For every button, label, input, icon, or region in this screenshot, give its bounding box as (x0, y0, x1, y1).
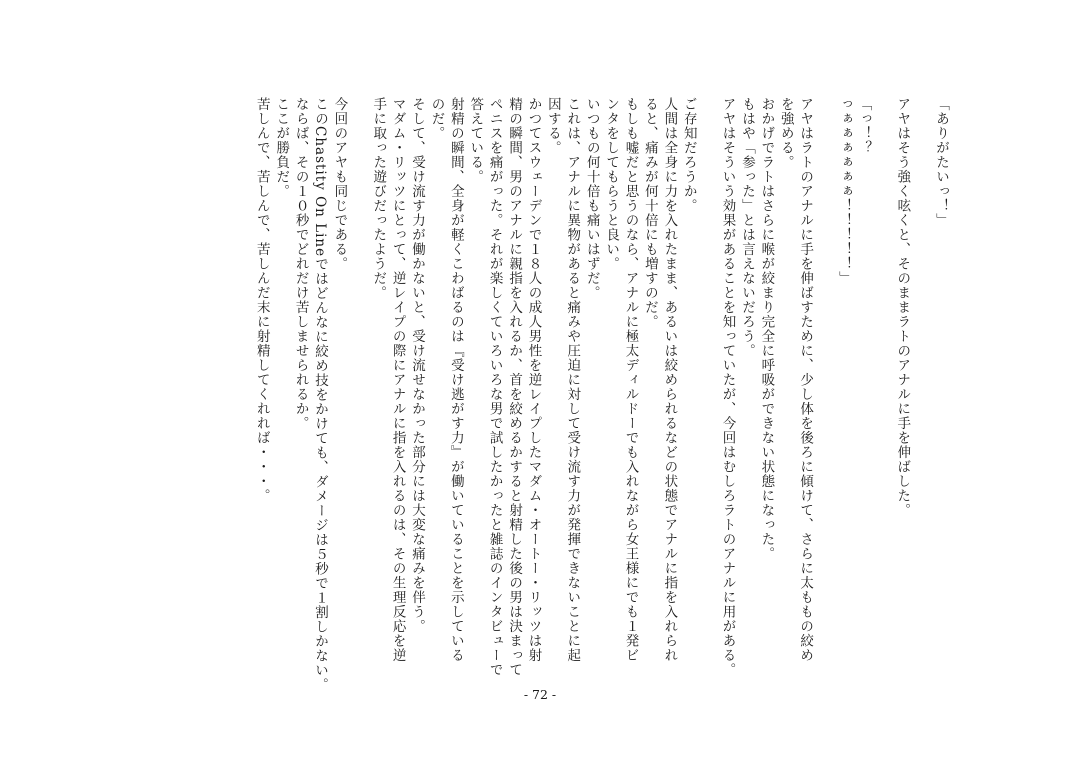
text-line: ならば、その１０秒でどれだけ苦しませられるか。 (292, 97, 309, 431)
text-line: ンタをしてもらうと良い。 (603, 97, 620, 271)
text-line: アヤはそう強く呟くと、そのままラトのアナルに手を伸ばした。 (894, 97, 911, 518)
text-line: もしも嘘だと思うのなら、アナルに極太ディルドーでも入れながら女王様にでも１発ビ (622, 97, 639, 663)
text-line: 苦しんで、苦しんで、苦しんだ末に射精してくれれば・・・。 (253, 97, 270, 503)
text-line: ご存知だろうか。 (680, 97, 697, 213)
text-line: いつもの何十倍も痛いはずだ。 (583, 97, 600, 300)
text-line: 因する。 (544, 97, 561, 155)
text-line: そして、受け流す力が働かないと、受け流せなかった部分には大変な痛みを伴う。 (409, 97, 426, 634)
text-line: っぁぁぁぁぁぁ！！！！！」 (835, 97, 852, 286)
vertical-text-body (120, 97, 950, 697)
text-line: もはや「参った」とは言えないだろう。 (738, 97, 755, 358)
text-line: 手に取った遊びだったようだ。 (370, 97, 387, 300)
blank-line (348, 97, 367, 697)
text-line: おかげでラトはさらに喉が絞まり完全に呼吸ができない状態になった。 (758, 97, 775, 561)
text-line: 「ありがたいっ！」 (933, 97, 949, 228)
text-line: 人間は全身に力を入れたまま、あるいは絞められるなどの状態でアナルに指を入れられ (661, 97, 678, 663)
text-line: 精の瞬間、男のアナルに親指を入れるか、首を絞めるかすると射精した後の男は決まって (506, 97, 523, 677)
text-line: ここが勝負だ。 (273, 97, 290, 199)
page-number: - 72 - (523, 687, 557, 702)
text-line: ると、痛みが何十倍にも増すのだ。 (641, 97, 658, 329)
text-line: 射精の瞬間、全身が軽くこわばるのは『受け逃がす力』が働いていることを示している (447, 97, 464, 663)
text-line: を強める。 (777, 97, 794, 170)
text-line: かつてスウェーデンで１８人の成人男性を逆レイプしたマダム・オートー・リッツは射 (525, 97, 542, 663)
text-line: 今回のアヤも同じである。 (331, 97, 348, 271)
text-line: このChastity On Lineではどんなに絞め技をかけても、ダメージは５秒で１割しかない。 (312, 97, 328, 693)
text-line: ペニスを痛がった。それが楽しくていろいろな男で試したかったと雑誌のインタビューで (486, 97, 503, 677)
text-line: マダム・リッツにとって、逆レイプの際にアナルに指を入れるのは、その生理反応を逆 (389, 97, 406, 663)
blank-line (814, 97, 833, 697)
blank-line (911, 97, 930, 697)
blank-line (698, 97, 717, 697)
text-line: 答えている。 (467, 97, 484, 184)
blank-line (872, 97, 891, 697)
text-line: アヤはそういう効果があることを知っていたが、今回はむしろラトのアナルに用がある。 (719, 97, 736, 677)
text-line: アヤはラトのアナルに手を伸ばすために、少し体を後ろに傾けて、さらに太ももの絞め (797, 97, 814, 663)
text-line: のだ。 (428, 97, 445, 141)
text-line: 「っ！？ (855, 97, 872, 155)
text-line: これは、アナルに異物があると痛みや圧迫に対して受け流す力が発揮できないことに起 (564, 97, 581, 663)
